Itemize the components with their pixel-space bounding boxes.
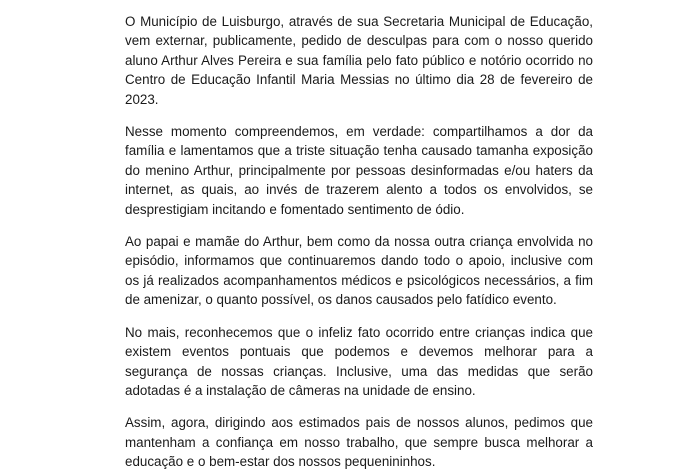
paragraph-solidarity: Nesse momento compreendemos, em verdade: compartilhamos a dor da família e lamentamos que a triste situação tenha causado tamanha exposição do menino Arthur, principalmente por pessoas desinformadas e/ou haters da internet, as quais, ao invés de trazerem alento a todos os envolvidos, se desprestigiam incitando e fomentado sentimento de ódio. [125,124,593,217]
paragraph-confidence: Assim, agora, dirigindo aos estimados pais de nossos alunos, pedimos que mantenham a confiança em nosso trabalho, que sempre busca melhorar a educação e o bem-estar dos nossos pequenininhos. [125,415,593,470]
paragraph-support: Ao papai e mamãe do Arthur, bem como da nossa outra criança envolvida no episódio, informamos que continuaremos dando todo o apoio, inclusive com os já realizados acompanhamentos médicos e psicológicos necessários, a fim de amenizar, o quanto possível, os danos causados pelo fatídico evento. [125,234,593,308]
paragraph-apology: O Município de Luisburgo, através de sua Secretaria Municipal de Educação, vem externar, publicamente, pedido de desculpas para com o nosso querido aluno Arthur Alves Pereira e sua família pelo fato público e notório ocorrido no Centro de Educação Infantil Maria Messias no último dia 28 de fevereiro de 2023. [125,14,593,107]
letter-body [125,12,593,470]
paragraph-measures: No mais, reconhecemos que o infeliz fato ocorrido entre crianças indica que existem eventos pontuais que podemos e devemos melhorar para a segurança de nossas crianças. Inclusive, uma das medidas que serão adotadas é a instalação de câmeras na unidade de ensino. [125,324,593,398]
